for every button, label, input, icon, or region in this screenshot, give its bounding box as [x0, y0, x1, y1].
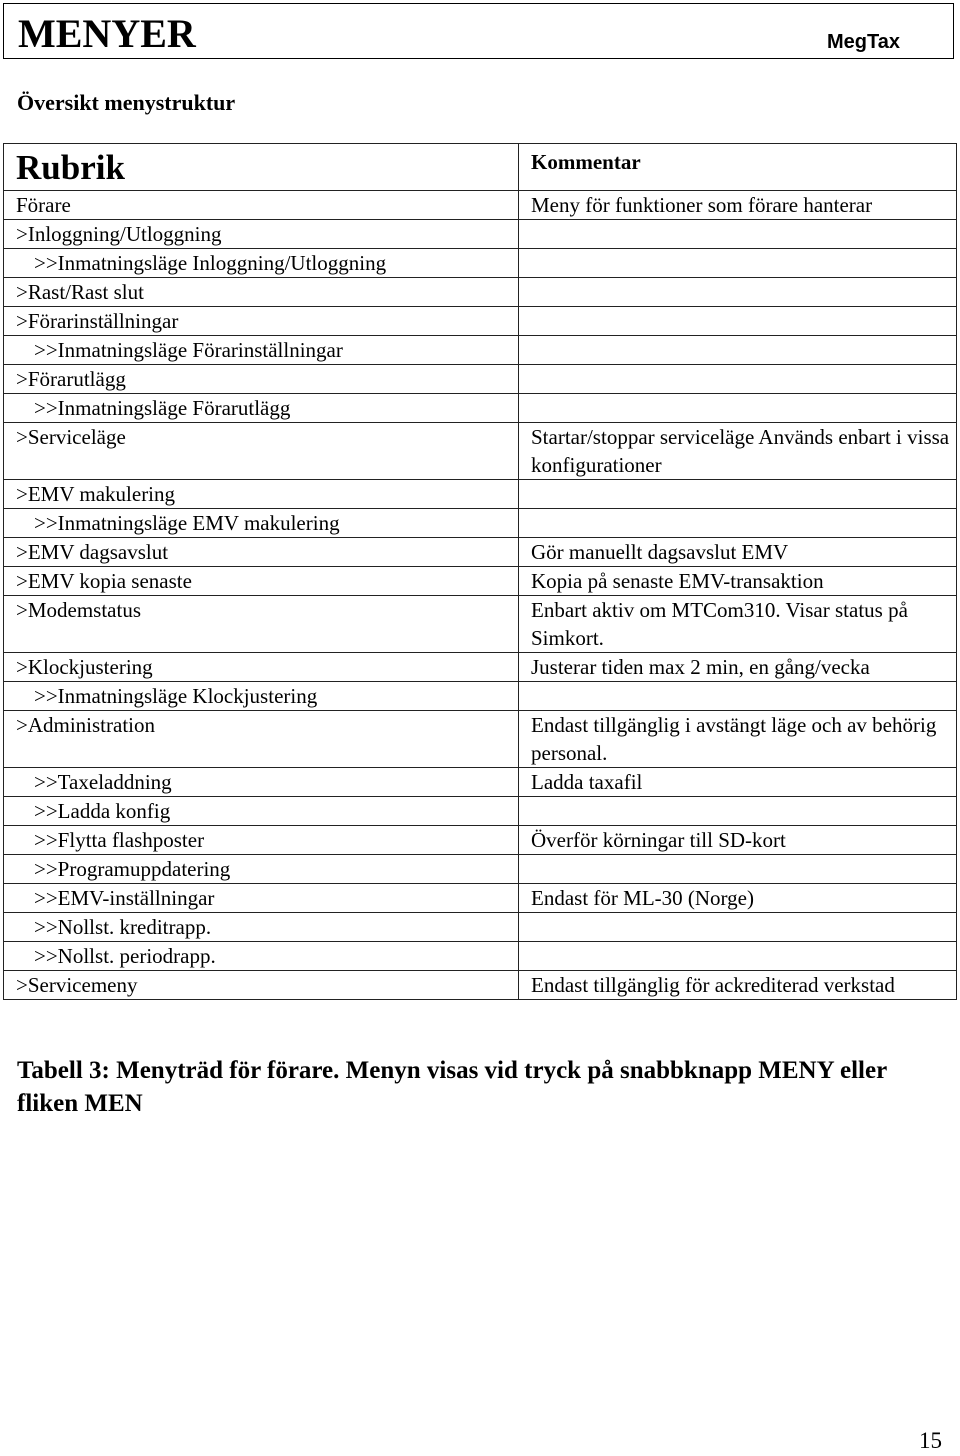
- menu-item-label: >Administration: [4, 711, 519, 768]
- table-row: [4, 596, 957, 653]
- menu-item-comment: [519, 249, 957, 278]
- menu-item-label: >>Inmatningsläge Klockjustering: [4, 682, 519, 711]
- menu-item-comment: Enbart aktiv om MTCom310. Visar status på Simkort.: [519, 596, 957, 653]
- menu-item-comment: Gör manuellt dagsavslut EMV: [519, 538, 957, 567]
- menu-item-comment: [519, 220, 957, 249]
- menu-item-comment: [519, 278, 957, 307]
- page-number: 15: [919, 1428, 942, 1453]
- table-row: [4, 278, 957, 307]
- menu-item-comment: Justerar tiden max 2 min, en gång/vecka: [519, 653, 957, 682]
- menu-item-label: >Servicemeny: [4, 971, 519, 1000]
- table-row: [4, 538, 957, 567]
- table-row: [4, 913, 957, 942]
- table-row: [4, 711, 957, 768]
- table-row: [4, 971, 957, 1000]
- page-title: MENYER: [18, 11, 196, 56]
- menu-item-label: >>Programuppdatering: [4, 855, 519, 884]
- brand-label: MegTax: [827, 31, 900, 53]
- menu-item-comment: [519, 509, 957, 538]
- table-row: [4, 423, 957, 480]
- menu-item-comment: [519, 942, 957, 971]
- table-row: [4, 567, 957, 596]
- table-row: [4, 509, 957, 538]
- menu-item-label: >Modemstatus: [4, 596, 519, 653]
- menu-item-label: >Förarinställningar: [4, 307, 519, 336]
- section-heading: Översikt menystruktur: [17, 90, 236, 115]
- page-header: [3, 3, 954, 59]
- menu-item-label: >Förarutlägg: [4, 365, 519, 394]
- column-header-kommentar: [519, 144, 957, 191]
- menu-item-comment: Meny för funktioner som förare hanterar: [519, 191, 957, 220]
- menu-item-label: >EMV kopia senaste: [4, 567, 519, 596]
- menu-item-comment: [519, 336, 957, 365]
- menu-item-comment: Startar/stoppar serviceläge Används enbart i vissa konfigurationer: [519, 423, 957, 480]
- menu-item-label: >EMV dagsavslut: [4, 538, 519, 567]
- table-row: [4, 249, 957, 278]
- menu-item-comment: [519, 394, 957, 423]
- menu-item-label: >>Flytta flashposter: [4, 826, 519, 855]
- column-header-rubrik: [4, 144, 519, 191]
- menu-item-label: >>Inmatningsläge Inloggning/Utloggning: [4, 249, 519, 278]
- menu-item-label: >>Nollst. kreditrapp.: [4, 913, 519, 942]
- table-caption: Tabell 3: Menyträd för förare. Menyn visas vid tryck på snabbknapp MENY eller fliken MEN: [17, 1057, 887, 1117]
- menu-item-comment: [519, 480, 957, 509]
- menu-item-label: >Rast/Rast slut: [4, 278, 519, 307]
- menu-item-label: >Serviceläge: [4, 423, 519, 480]
- menu-structure-table: [3, 143, 957, 1000]
- table-row: [4, 653, 957, 682]
- menu-item-label: >Klockjustering: [4, 653, 519, 682]
- table-row: [4, 942, 957, 971]
- table-row: [4, 826, 957, 855]
- table-row: [4, 191, 957, 220]
- rubrik-header: Rubrik: [16, 148, 125, 187]
- menu-item-comment: [519, 307, 957, 336]
- menu-item-comment: [519, 855, 957, 884]
- table-row: [4, 855, 957, 884]
- menu-item-comment: [519, 913, 957, 942]
- table-row: [4, 797, 957, 826]
- menu-item-label: >>EMV-inställningar: [4, 884, 519, 913]
- table-row: [4, 220, 957, 249]
- menu-item-comment: Överför körningar till SD-kort: [519, 826, 957, 855]
- menu-item-label: >>Taxeladdning: [4, 768, 519, 797]
- menu-item-label: >>Inmatningsläge Förarutlägg: [4, 394, 519, 423]
- table-row: [4, 480, 957, 509]
- menu-item-comment: [519, 682, 957, 711]
- table-row: [4, 307, 957, 336]
- table-row: [4, 336, 957, 365]
- table-row: [4, 682, 957, 711]
- menu-item-comment: Endast tillgänglig för ackrediterad verkstad: [519, 971, 957, 1000]
- table-header-row: [4, 144, 957, 191]
- menu-item-label: >>Inmatningsläge EMV makulering: [4, 509, 519, 538]
- menu-item-comment: Endast tillgänglig i avstängt läge och av behörig personal.: [519, 711, 957, 768]
- menu-item-label: >EMV makulering: [4, 480, 519, 509]
- menu-item-label: >>Inmatningsläge Förarinställningar: [4, 336, 519, 365]
- menu-item-label: >>Nollst. periodrapp.: [4, 942, 519, 971]
- menu-item-comment: [519, 797, 957, 826]
- menu-item-label: >>Ladda konfig: [4, 797, 519, 826]
- menu-item-comment: Kopia på senaste EMV-transaktion: [519, 567, 957, 596]
- menu-item-label: >Inloggning/Utloggning: [4, 220, 519, 249]
- menu-item-comment: Ladda taxafil: [519, 768, 957, 797]
- table-row: [4, 365, 957, 394]
- menu-item-comment: [519, 365, 957, 394]
- table-row: [4, 884, 957, 913]
- kommentar-header: Kommentar: [531, 150, 641, 174]
- menu-item-label: Förare: [4, 191, 519, 220]
- table-body: [4, 191, 957, 1000]
- menu-item-comment: Endast för ML-30 (Norge): [519, 884, 957, 913]
- table-row: [4, 394, 957, 423]
- table-row: [4, 768, 957, 797]
